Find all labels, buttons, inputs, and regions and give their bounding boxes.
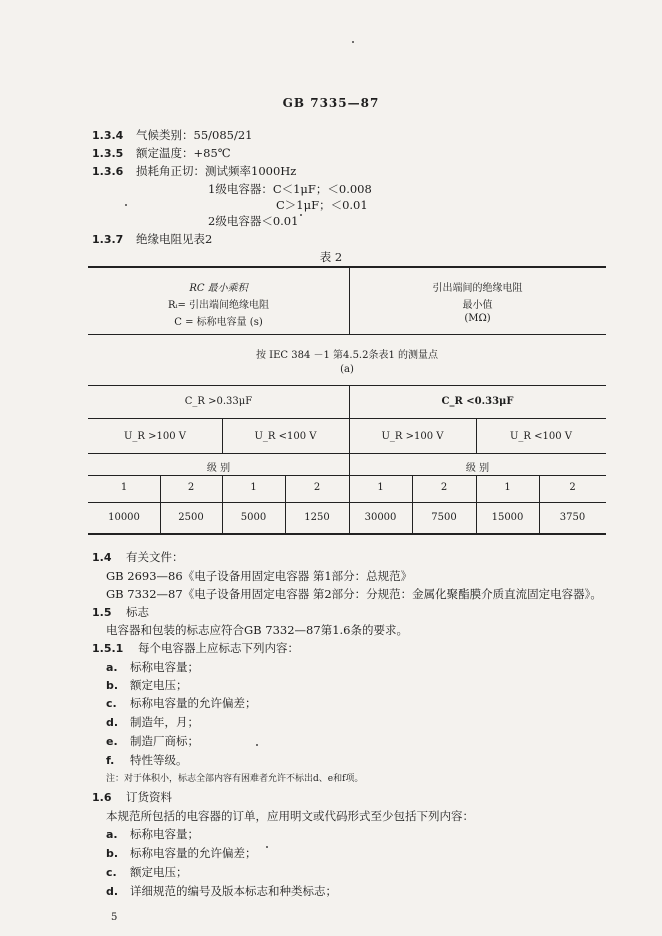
- voltage-header: U_R >100 V: [123, 431, 186, 442]
- list-item-letter: a.: [106, 828, 118, 841]
- table-rule: [88, 385, 606, 386]
- section-number: 1.3.5: [92, 147, 124, 160]
- measurement-note: 按 IEC 384 －1 第4.5.2条表1 的测量点: [255, 350, 439, 361]
- grade-cell: 2: [440, 482, 448, 493]
- table-caption: 表 2: [319, 250, 343, 264]
- unit-label: (MΩ): [464, 313, 491, 324]
- list-item-letter: b.: [106, 679, 119, 692]
- section-paragraph: 本规范所包括的电容器的订单，应用明文或代码形式至少包括下列内容：: [106, 809, 474, 823]
- list-item-letter: c.: [106, 697, 117, 710]
- section-title: 有关文件：: [126, 550, 184, 564]
- section-paragraph: 电容器和包装的标志应符合GB 7332—87第1.6条的要求。: [106, 623, 408, 637]
- table-rule: [88, 502, 606, 503]
- marking-note: 注：对于体积小，标志全部内容有困难者允许不标出d、e和f项。: [106, 774, 364, 784]
- table-rule: [88, 475, 606, 476]
- grade-label: 级 别: [465, 463, 490, 474]
- page-number: 5: [111, 912, 118, 923]
- loss-tangent-line3: 2级电容器＜0.01: [208, 214, 299, 228]
- section-number: 1.5: [92, 606, 112, 619]
- scan-speck: [256, 744, 258, 746]
- section-number: 1.4: [92, 551, 112, 564]
- scan-speck: [352, 41, 354, 43]
- section-title: 每个电容器上应标志下列内容：: [138, 641, 299, 655]
- grade-cell: 2: [569, 482, 576, 493]
- resistance-value: 1250: [304, 512, 330, 523]
- grade-cell: 1: [504, 482, 511, 493]
- list-item: 特性等级。: [130, 753, 188, 767]
- resistance-value: 15000: [491, 512, 524, 523]
- loss-tangent-line1: 1级电容器：C＜1μF；＜0.008: [208, 182, 372, 196]
- list-item: 详细规范的编号及版本标志和种类标志；: [130, 884, 337, 898]
- resistance-value: 30000: [364, 512, 397, 523]
- list-item-letter: d.: [106, 885, 119, 898]
- section-text: 额定温度：+85℃: [136, 146, 231, 160]
- page-header-title: GB 7335—87: [282, 96, 380, 110]
- list-item-letter: b.: [106, 847, 119, 860]
- measurement-sub: (a): [340, 364, 354, 375]
- rc-product-label: RC 最小乘积: [189, 283, 248, 294]
- grade-cell: 1: [120, 482, 128, 493]
- list-item-letter: c.: [106, 866, 117, 879]
- voltage-header: U_R <100 V: [509, 431, 572, 442]
- list-item: 标称电容量的允许偏差；: [130, 696, 257, 710]
- grade-cell: 1: [377, 482, 384, 493]
- grade-cell: 2: [187, 482, 195, 493]
- section-number: 1.6: [92, 791, 112, 804]
- section-number: 1.3.4: [92, 129, 124, 142]
- list-item: 制造年，月；: [130, 715, 199, 729]
- cap-group-left: C_R >0.33μF: [184, 396, 253, 407]
- section-number: 1.5.1: [92, 642, 124, 655]
- resistance-value: 3750: [559, 512, 586, 523]
- section-text: 损耗角正切：测试频率1000Hz: [136, 164, 297, 178]
- section-number: 1.3.7: [92, 233, 124, 246]
- section-title: 订货资料: [126, 790, 172, 804]
- list-item-letter: a.: [106, 661, 118, 674]
- section-text: 绝缘电阻见表2: [136, 232, 213, 246]
- c-definition: C = 标称电容量 (s): [174, 317, 263, 328]
- cap-group-right: C_R <0.33μF: [441, 396, 514, 407]
- section-title: 标志: [126, 605, 149, 619]
- list-item: 标称电容量；: [130, 660, 199, 674]
- scan-speck: [300, 214, 302, 216]
- list-item: 额定电压；: [130, 865, 188, 879]
- grade-cell: 2: [313, 482, 321, 493]
- table-rule: [88, 533, 606, 535]
- grade-cell: 1: [250, 482, 257, 493]
- section-text: 气候类别：55/085/21: [136, 128, 253, 142]
- list-item: 额定电压；: [130, 678, 188, 692]
- resistance-value: 7500: [431, 512, 457, 523]
- insulation-resistance-label: 引出端间的绝缘电阻: [432, 283, 523, 294]
- list-item-letter: f.: [106, 754, 115, 767]
- list-item: 制造厂商标；: [130, 734, 199, 748]
- list-item: 标称电容量的允许偏差；: [130, 846, 257, 860]
- resistance-value: 5000: [240, 512, 267, 523]
- reference-doc: GB 2693—86《电子设备用固定电容器 第1部分：总规范》: [106, 569, 413, 583]
- section-number: 1.3.6: [92, 165, 124, 178]
- ri-definition: Rᵢ= 引出端间绝缘电阻: [167, 300, 270, 311]
- table-rule: [88, 453, 606, 454]
- minimum-value-label: 最小值: [462, 300, 493, 311]
- resistance-value: 2500: [178, 512, 204, 523]
- list-item-letter: d.: [106, 716, 119, 729]
- voltage-header: U_R <100 V: [254, 431, 317, 442]
- loss-tangent-line2: C＞1μF；＜0.01: [276, 198, 368, 212]
- grade-label: 级 别: [206, 463, 231, 474]
- list-item-letter: e.: [106, 735, 118, 748]
- scan-speck: [125, 204, 127, 206]
- voltage-header: U_R >100 V: [381, 431, 444, 442]
- resistance-value: 10000: [108, 512, 140, 523]
- reference-doc: GB 7332—87《电子设备用固定电容器 第2部分：分规范：金属化聚酯膜介质直流固定电容器》。: [106, 587, 602, 601]
- scan-speck: [266, 846, 268, 848]
- table-rule: [88, 266, 606, 268]
- table-rule: [88, 418, 606, 419]
- list-item: 标称电容量；: [130, 827, 199, 841]
- table-rule: [88, 334, 606, 335]
